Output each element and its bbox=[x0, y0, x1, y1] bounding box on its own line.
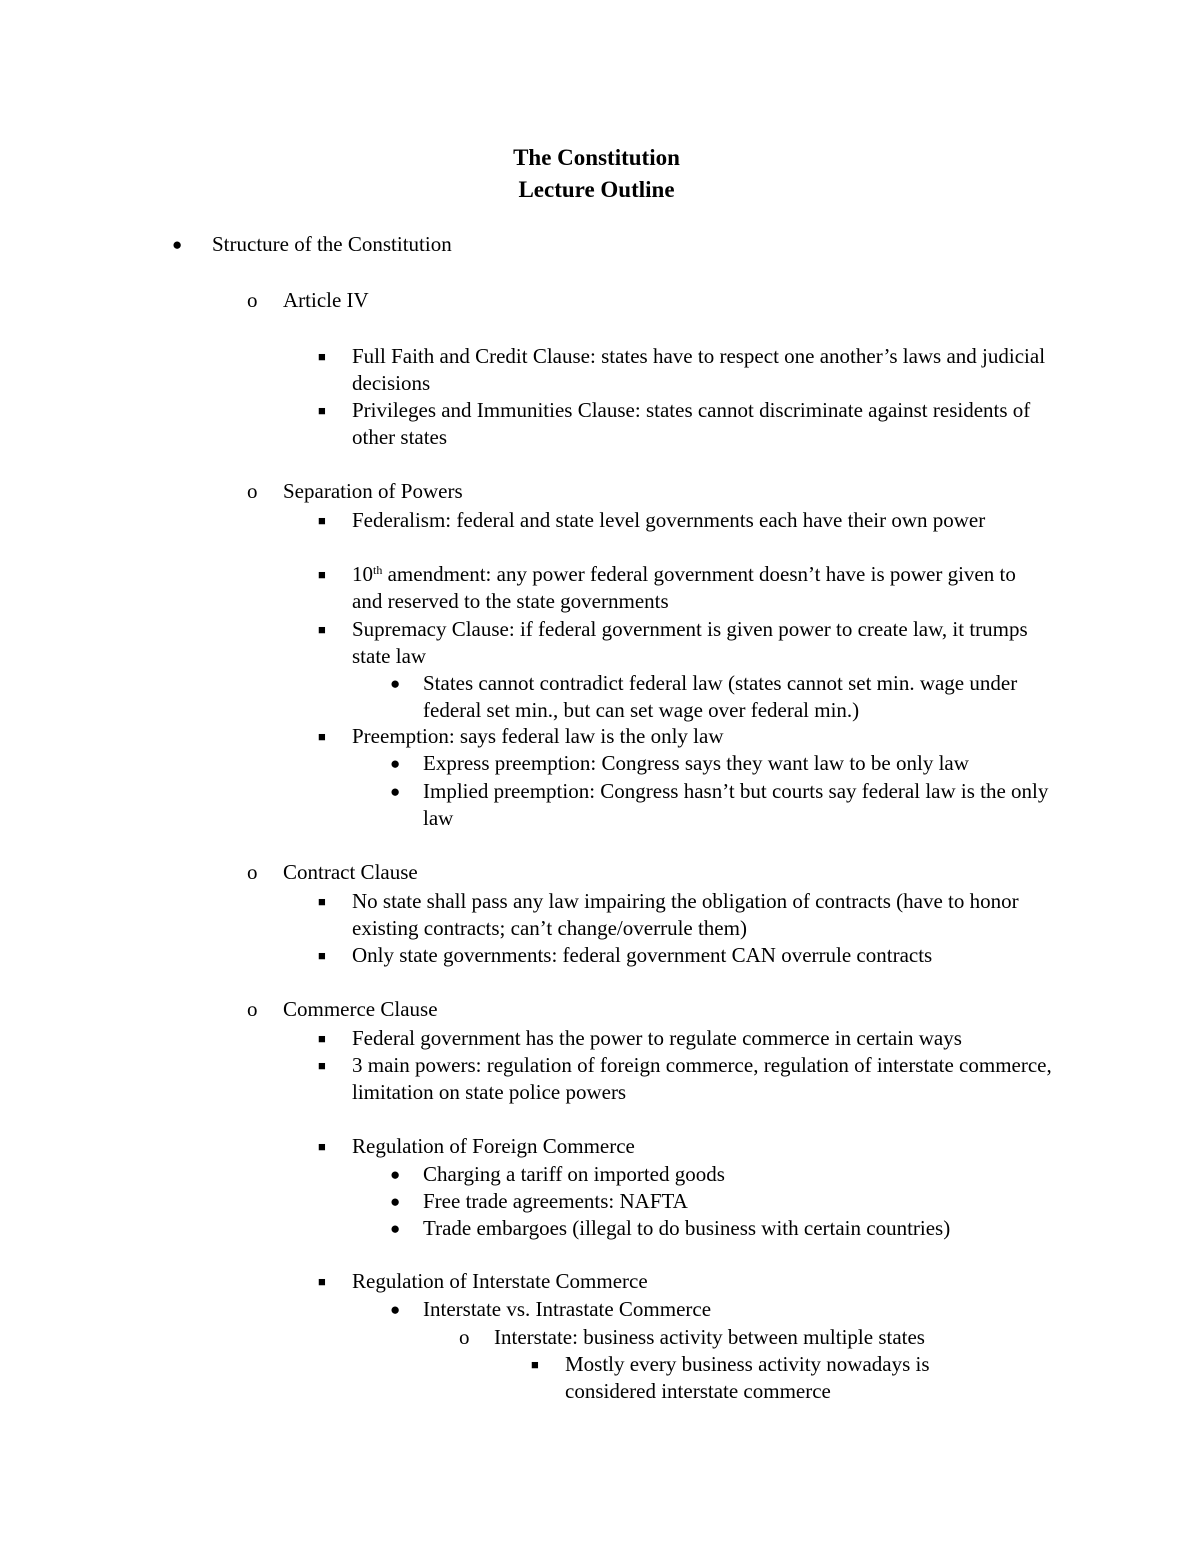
outline-item-embargo: ● Trade embargoes (illegal to do business with certain countries) bbox=[390, 1216, 951, 1240]
bullet-disc-icon: ● bbox=[390, 754, 401, 773]
bullet-circle-icon: o bbox=[247, 479, 258, 503]
bullet-square-icon: ■ bbox=[318, 1058, 326, 1073]
bullet-square-icon: ■ bbox=[318, 513, 326, 528]
bullet-disc-icon: ● bbox=[390, 674, 401, 693]
outline-item-structure: ● Structure of the Constitution bbox=[172, 232, 452, 256]
outline-item-free-trade: ● Free trade agreements: NAFTA bbox=[390, 1189, 688, 1213]
outline-item-only-state: ■ Only state governments: federal government CAN overrule contracts bbox=[318, 943, 933, 967]
outline-item-privileges: ■ Privileges and Immunities Clause: states cannot discriminate against residents of other states bbox=[318, 398, 1031, 449]
bullet-square-icon: ■ bbox=[318, 349, 326, 364]
bullet-circle-icon: o bbox=[459, 1325, 470, 1349]
outline-item-federalism: ■ Federalism: federal and state level governments each have their own power bbox=[318, 508, 986, 532]
outline-item-separation: o Separation of Powers bbox=[247, 479, 463, 503]
outline-item-article-iv: o Article IV bbox=[247, 288, 369, 312]
outline-item-preemption: ■ Preemption: says federal law is the only law bbox=[318, 724, 724, 748]
outline-item-interstate-definition: o Interstate: business activity between multiple states bbox=[459, 1325, 925, 1349]
bullet-circle-icon: o bbox=[247, 997, 258, 1021]
bullet-disc-icon: ● bbox=[172, 235, 183, 254]
outline-item-commerce-power: ■ Federal government has the power to regulate commerce in certain ways bbox=[318, 1026, 962, 1050]
bullet-disc-icon: ● bbox=[390, 1300, 401, 1319]
outline-item-supremacy-detail: ● States cannot contradict federal law (states cannot set min. wage under federal set min., but can set wage over federal min.) bbox=[390, 671, 1018, 722]
outline-item-inter-vs-intra: ● Interstate vs. Intrastate Commerce bbox=[390, 1297, 712, 1321]
outline-item-contract-clause: o Contract Clause bbox=[247, 860, 418, 884]
outline-item-commerce-clause: o Commerce Clause bbox=[247, 997, 438, 1021]
outline-item-interstate-commerce: ■ Regulation of Interstate Commerce bbox=[318, 1269, 648, 1293]
bullet-square-icon: ■ bbox=[531, 1357, 539, 1372]
bullet-disc-icon: ● bbox=[390, 1219, 401, 1238]
bullet-square-icon: ■ bbox=[318, 1031, 326, 1046]
outline-item-tenth-amendment: ■ 10th amendment: any power federal government doesn’t have is power given to and reserved to the state governments bbox=[318, 562, 1016, 613]
bullet-square-icon: ■ bbox=[318, 567, 326, 582]
outline-item-supremacy: ■ Supremacy Clause: if federal government is given power to create law, it trumps state law bbox=[318, 617, 1028, 668]
outline-item-three-powers: ■ 3 main powers: regulation of foreign commerce, regulation of interstate commerce, limitation on state police powers bbox=[318, 1053, 1052, 1104]
outline-item-tariff: ● Charging a tariff on imported goods bbox=[390, 1162, 725, 1186]
outline-item-implied-preemption: ● Implied preemption: Congress hasn’t but courts say federal law is the only law bbox=[390, 779, 1049, 830]
outline-item-full-faith: ■ Full Faith and Credit Clause: states have to respect one another’s laws and judicial decisions bbox=[318, 344, 1046, 395]
bullet-square-icon: ■ bbox=[318, 1274, 326, 1289]
document-subtitle: Lecture Outline bbox=[518, 177, 675, 202]
bullet-square-icon: ■ bbox=[318, 729, 326, 744]
bullet-square-icon: ■ bbox=[318, 948, 326, 963]
bullet-square-icon: ■ bbox=[318, 1139, 326, 1154]
outline-item-mostly-interstate: ■ Mostly every business activity nowadays is considered interstate commerce bbox=[531, 1352, 930, 1403]
bullet-disc-icon: ● bbox=[390, 782, 401, 801]
bullet-square-icon: ■ bbox=[318, 894, 326, 909]
bullet-circle-icon: o bbox=[247, 860, 258, 884]
bullet-disc-icon: ● bbox=[390, 1165, 401, 1184]
bullet-circle-icon: o bbox=[247, 288, 258, 312]
document-title: The Constitution bbox=[513, 145, 680, 170]
bullet-square-icon: ■ bbox=[318, 403, 326, 418]
outline-item-express-preemption: ● Express preemption: Congress says they want law to be only law bbox=[390, 751, 969, 775]
outline-item-no-state: ■ No state shall pass any law impairing the obligation of contracts (have to honor existing contracts; can’t change/overrule them) bbox=[318, 889, 1019, 940]
bullet-square-icon: ■ bbox=[318, 622, 326, 637]
bullet-disc-icon: ● bbox=[390, 1192, 401, 1211]
outline-item-foreign-commerce: ■ Regulation of Foreign Commerce bbox=[318, 1134, 635, 1158]
